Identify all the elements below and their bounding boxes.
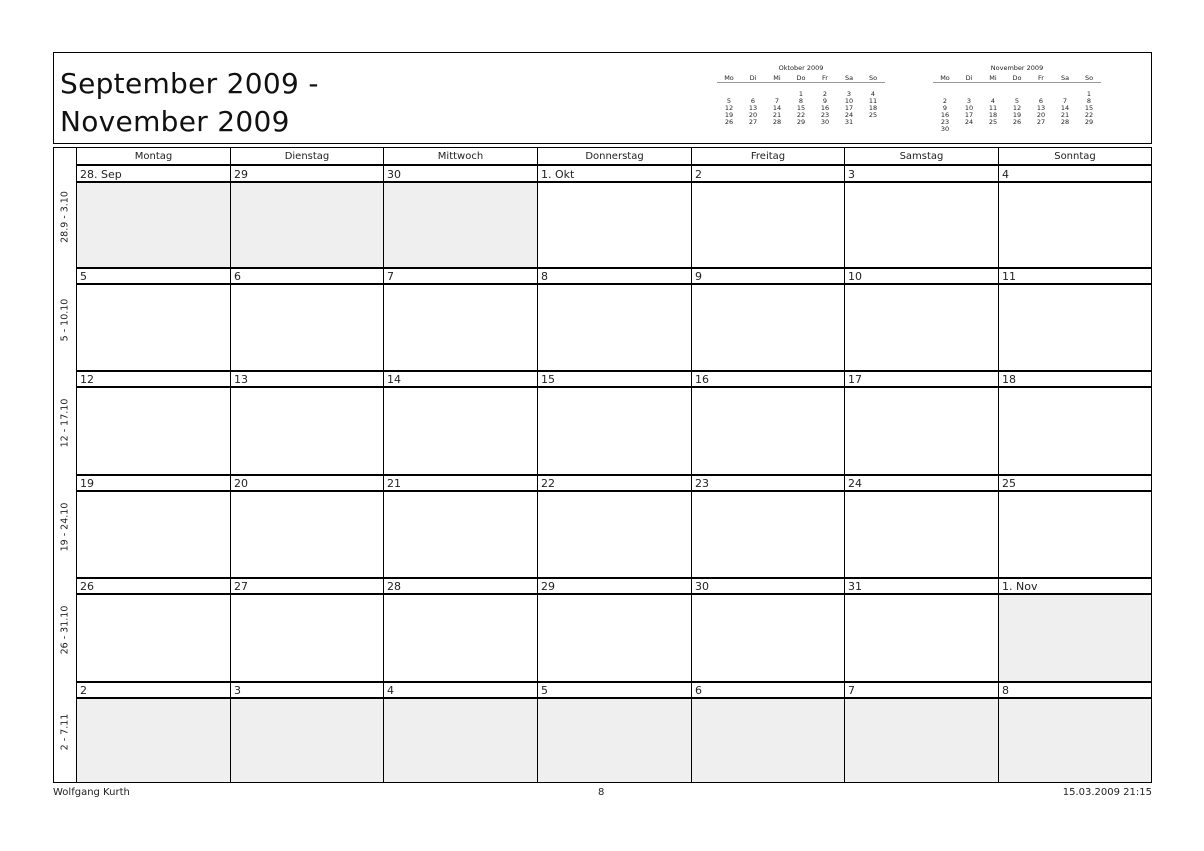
day-notes-area[interactable] <box>384 388 537 475</box>
mini-weekday: So <box>1084 74 1094 82</box>
day-notes-area[interactable] <box>231 492 383 578</box>
day-cell[interactable] <box>998 475 1151 578</box>
mini-day: 25 <box>988 118 998 126</box>
mini-day: 14 <box>1060 104 1070 112</box>
day-number: 5 <box>77 268 230 285</box>
day-number: 5 <box>538 682 691 699</box>
day-number: 10 <box>845 268 998 285</box>
day-number: 26 <box>77 578 230 595</box>
mini-day: 16 <box>820 104 830 112</box>
day-notes-area[interactable] <box>999 285 1151 371</box>
day-notes-area[interactable] <box>77 388 230 475</box>
mini-weekday: Do <box>796 74 806 82</box>
mini-day: 25 <box>868 111 878 119</box>
day-number: 23 <box>692 475 844 492</box>
mini-day: 1 <box>798 90 804 98</box>
day-cell[interactable] <box>844 475 998 578</box>
day-notes-area[interactable] <box>845 492 998 578</box>
mini-day: 11 <box>868 97 878 105</box>
mini-calendar-title: Oktober 2009 <box>778 64 824 72</box>
day-cell[interactable] <box>691 166 844 268</box>
day-cell[interactable] <box>383 682 537 782</box>
day-number: 29 <box>538 578 691 595</box>
weekday-header: Montag <box>76 148 230 166</box>
day-cell[interactable] <box>691 268 844 371</box>
mini-day: 6 <box>750 97 756 105</box>
day-cell[interactable] <box>537 166 691 268</box>
day-notes-area[interactable] <box>231 183 383 268</box>
mini-day: 3 <box>846 90 852 98</box>
day-cell[interactable] <box>691 578 844 682</box>
day-notes-area[interactable] <box>845 183 998 268</box>
day-number: 25 <box>999 475 1151 492</box>
mini-day: 29 <box>796 118 806 126</box>
day-notes-area[interactable] <box>231 699 383 782</box>
mini-day: 22 <box>796 111 806 119</box>
mini-day: 16 <box>940 111 950 119</box>
mini-day: 23 <box>820 111 830 119</box>
week-range-label <box>54 268 76 371</box>
mini-day: 27 <box>1036 118 1046 126</box>
day-notes-area[interactable] <box>692 492 844 578</box>
mini-day: 9 <box>942 104 948 112</box>
mini-day: 5 <box>726 97 732 105</box>
day-notes-area[interactable] <box>384 285 537 371</box>
mini-day: 1 <box>1086 90 1092 98</box>
day-cell[interactable] <box>537 268 691 371</box>
week-range-text: 28.9 - 3.10 <box>59 191 71 243</box>
footer-page-number: 8 <box>598 787 605 798</box>
mini-calendar-weekdays <box>717 75 885 83</box>
mini-day: 8 <box>1086 97 1092 105</box>
day-cell[interactable] <box>691 475 844 578</box>
mini-day: 12 <box>724 104 734 112</box>
mini-weekday: Fr <box>822 74 828 82</box>
week-range-label <box>54 475 76 578</box>
day-cell[interactable] <box>998 268 1151 371</box>
mini-day: 28 <box>1060 118 1070 126</box>
day-notes-area[interactable] <box>999 699 1151 782</box>
day-notes-area[interactable] <box>384 699 537 782</box>
day-number: 3 <box>231 682 383 699</box>
mini-day: 17 <box>964 111 974 119</box>
week-range-text: 2 - 7.11 <box>59 713 71 751</box>
mini-day: 26 <box>1012 118 1022 126</box>
day-cell[interactable] <box>537 475 691 578</box>
day-number: 14 <box>384 371 537 388</box>
week-range-label <box>54 578 76 682</box>
mini-day: 4 <box>990 97 996 105</box>
footer-timestamp: 15.03.2009 21:15 <box>1062 787 1152 798</box>
day-cell[interactable] <box>76 475 230 578</box>
day-notes-area[interactable] <box>538 595 691 682</box>
day-number: 20 <box>231 475 383 492</box>
day-notes-area[interactable] <box>845 595 998 682</box>
day-notes-area[interactable] <box>231 388 383 475</box>
day-number: 9 <box>692 268 844 285</box>
mini-day: 22 <box>1084 111 1094 119</box>
weekday-header: Sonntag <box>998 148 1151 166</box>
mini-day: 15 <box>1084 104 1094 112</box>
day-cell[interactable] <box>76 166 230 268</box>
day-number: 22 <box>538 475 691 492</box>
day-number: 7 <box>845 682 998 699</box>
mini-weekday: Di <box>749 74 757 82</box>
day-number: 1. Nov <box>999 578 1151 595</box>
day-number: 18 <box>999 371 1151 388</box>
day-cell[interactable] <box>383 578 537 682</box>
week-range-text: 26 - 31.10 <box>59 605 71 655</box>
day-notes-area[interactable] <box>77 699 230 782</box>
mini-day: 17 <box>844 104 854 112</box>
week-range-label <box>54 682 76 782</box>
week-range-text: 12 - 17.10 <box>59 398 71 448</box>
day-cell[interactable] <box>691 371 844 475</box>
page-title: September 2009 - November 2009 <box>60 67 319 138</box>
mini-weekday: So <box>868 74 878 82</box>
mini-day: 15 <box>796 104 806 112</box>
day-number: 27 <box>231 578 383 595</box>
day-number: 12 <box>77 371 230 388</box>
weekday-header: Freitag <box>691 148 844 166</box>
mini-day: 2 <box>822 90 828 98</box>
day-number: 24 <box>845 475 998 492</box>
day-notes-area[interactable] <box>538 183 691 268</box>
day-cell[interactable] <box>76 682 230 782</box>
mini-weekday: Fr <box>1038 74 1044 82</box>
mini-day: 8 <box>798 97 804 105</box>
day-cell[interactable] <box>383 268 537 371</box>
day-number: 6 <box>231 268 383 285</box>
mini-calendar-week <box>933 119 1101 126</box>
month-grid <box>53 147 1152 783</box>
mini-day: 29 <box>1084 118 1094 126</box>
mini-day: 5 <box>1014 97 1020 105</box>
day-cell[interactable] <box>537 578 691 682</box>
day-notes-area[interactable] <box>692 183 844 268</box>
day-number: 7 <box>384 268 537 285</box>
day-notes-area[interactable] <box>538 285 691 371</box>
day-number: 15 <box>538 371 691 388</box>
day-notes-area[interactable] <box>845 285 998 371</box>
day-notes-area[interactable] <box>77 595 230 682</box>
mini-day: 3 <box>966 97 972 105</box>
day-number: 19 <box>77 475 230 492</box>
day-notes-area[interactable] <box>845 388 998 475</box>
day-cell[interactable] <box>76 268 230 371</box>
mini-day: 28 <box>772 118 782 126</box>
mini-day: 26 <box>724 118 734 126</box>
weekday-header: Dienstag <box>230 148 383 166</box>
day-notes-area[interactable] <box>692 388 844 475</box>
day-notes-area[interactable] <box>692 699 844 782</box>
mini-weekday: Do <box>1012 74 1022 82</box>
mini-day: 10 <box>964 104 974 112</box>
mini-day: 13 <box>1036 104 1046 112</box>
mini-day: 7 <box>1062 97 1068 105</box>
day-cell[interactable] <box>998 371 1151 475</box>
day-cell[interactable] <box>537 371 691 475</box>
mini-day: 18 <box>868 104 878 112</box>
day-cell[interactable] <box>844 166 998 268</box>
mini-day: 6 <box>1038 97 1044 105</box>
day-number: 4 <box>999 166 1151 183</box>
day-notes-area[interactable] <box>692 285 844 371</box>
mini-day: 2 <box>942 97 948 105</box>
day-cell[interactable] <box>844 268 998 371</box>
mini-day: 18 <box>988 111 998 119</box>
day-notes-area[interactable] <box>77 285 230 371</box>
day-cell[interactable] <box>844 682 998 782</box>
day-notes-area[interactable] <box>384 183 537 268</box>
week-range-text: 5 - 10.10 <box>59 298 71 341</box>
mini-day: 21 <box>1060 111 1070 119</box>
day-cell[interactable] <box>383 371 537 475</box>
mini-calendar-week <box>933 126 1101 133</box>
day-number: 28. Sep <box>77 166 230 183</box>
day-cell[interactable] <box>230 166 383 268</box>
mini-calendar-weekdays <box>933 75 1101 83</box>
day-cell[interactable] <box>230 682 383 782</box>
mini-day: 30 <box>940 125 950 133</box>
weekday-header: Samstag <box>844 148 998 166</box>
mini-day: 19 <box>724 111 734 119</box>
mini-day: 21 <box>772 111 782 119</box>
day-notes-area[interactable] <box>77 183 230 268</box>
day-notes-area[interactable] <box>999 492 1151 578</box>
mini-weekday: Di <box>965 74 973 82</box>
day-notes-area[interactable] <box>538 699 691 782</box>
day-notes-area[interactable] <box>231 285 383 371</box>
mini-calendar-week <box>717 119 885 126</box>
day-cell[interactable] <box>230 578 383 682</box>
mini-weekday: Mo <box>724 74 734 82</box>
mini-day: 20 <box>1036 111 1046 119</box>
day-number: 16 <box>692 371 844 388</box>
weekday-header: Mittwoch <box>383 148 537 166</box>
day-cell[interactable] <box>691 682 844 782</box>
day-number: 2 <box>77 682 230 699</box>
calendar-header <box>53 52 1152 144</box>
day-notes-area[interactable] <box>999 183 1151 268</box>
day-cell[interactable] <box>76 578 230 682</box>
day-number: 3 <box>845 166 998 183</box>
day-cell[interactable] <box>230 268 383 371</box>
day-number: 4 <box>384 682 537 699</box>
mini-day: 20 <box>748 111 758 119</box>
day-cell[interactable] <box>844 371 998 475</box>
day-notes-area[interactable] <box>999 595 1151 682</box>
day-notes-area[interactable] <box>692 595 844 682</box>
mini-day: 23 <box>940 118 950 126</box>
day-notes-area[interactable] <box>231 595 383 682</box>
day-cell[interactable] <box>383 166 537 268</box>
mini-day: 24 <box>964 118 974 126</box>
footer-author: Wolfgang Kurth <box>53 787 130 798</box>
mini-day: 27 <box>748 118 758 126</box>
mini-day: 10 <box>844 97 854 105</box>
day-notes-area[interactable] <box>538 388 691 475</box>
mini-weekday: Mi <box>989 74 997 82</box>
mini-day: 13 <box>748 104 758 112</box>
mini-day: 30 <box>820 118 830 126</box>
day-number: 8 <box>538 268 691 285</box>
mini-day: 24 <box>844 111 854 119</box>
day-number: 2 <box>692 166 844 183</box>
day-cell[interactable] <box>998 682 1151 782</box>
mini-day: 14 <box>772 104 782 112</box>
day-number: 6 <box>692 682 844 699</box>
mini-weekday: Mo <box>940 74 950 82</box>
week-range-text: 19 - 24.10 <box>59 502 71 551</box>
day-notes-area[interactable] <box>538 492 691 578</box>
day-number: 30 <box>384 166 537 183</box>
day-cell[interactable] <box>537 682 691 782</box>
day-notes-area[interactable] <box>77 492 230 578</box>
day-number: 28 <box>384 578 537 595</box>
day-cell[interactable] <box>844 578 998 682</box>
day-cell[interactable] <box>383 475 537 578</box>
day-notes-area[interactable] <box>845 699 998 782</box>
day-number: 13 <box>231 371 383 388</box>
week-range-label <box>54 371 76 475</box>
mini-weekday: Mi <box>773 74 781 82</box>
mini-weekday: Sa <box>1060 74 1070 82</box>
day-number: 29 <box>231 166 383 183</box>
mini-day: 4 <box>870 90 876 98</box>
week-range-label <box>54 166 76 268</box>
day-number: 30 <box>692 578 844 595</box>
day-number: 21 <box>384 475 537 492</box>
mini-calendar-title: November 2009 <box>990 64 1044 72</box>
mini-day: 11 <box>988 104 998 112</box>
mini-day: 7 <box>774 97 780 105</box>
day-number: 11 <box>999 268 1151 285</box>
day-number: 1. Okt <box>538 166 691 183</box>
day-cell[interactable] <box>230 475 383 578</box>
day-number: 8 <box>999 682 1151 699</box>
day-number: 31 <box>845 578 998 595</box>
day-notes-area[interactable] <box>384 595 537 682</box>
day-number: 17 <box>845 371 998 388</box>
day-notes-area[interactable] <box>384 492 537 578</box>
mini-weekday: Sa <box>844 74 854 82</box>
mini-day: 19 <box>1012 111 1022 119</box>
mini-day: 12 <box>1012 104 1022 112</box>
weekday-header: Donnerstag <box>537 148 691 166</box>
day-notes-area[interactable] <box>999 388 1151 475</box>
mini-day: 31 <box>844 118 854 126</box>
day-cell[interactable] <box>230 371 383 475</box>
day-cell[interactable] <box>998 166 1151 268</box>
day-cell[interactable] <box>998 578 1151 682</box>
day-cell[interactable] <box>76 371 230 475</box>
mini-day: 9 <box>822 97 828 105</box>
